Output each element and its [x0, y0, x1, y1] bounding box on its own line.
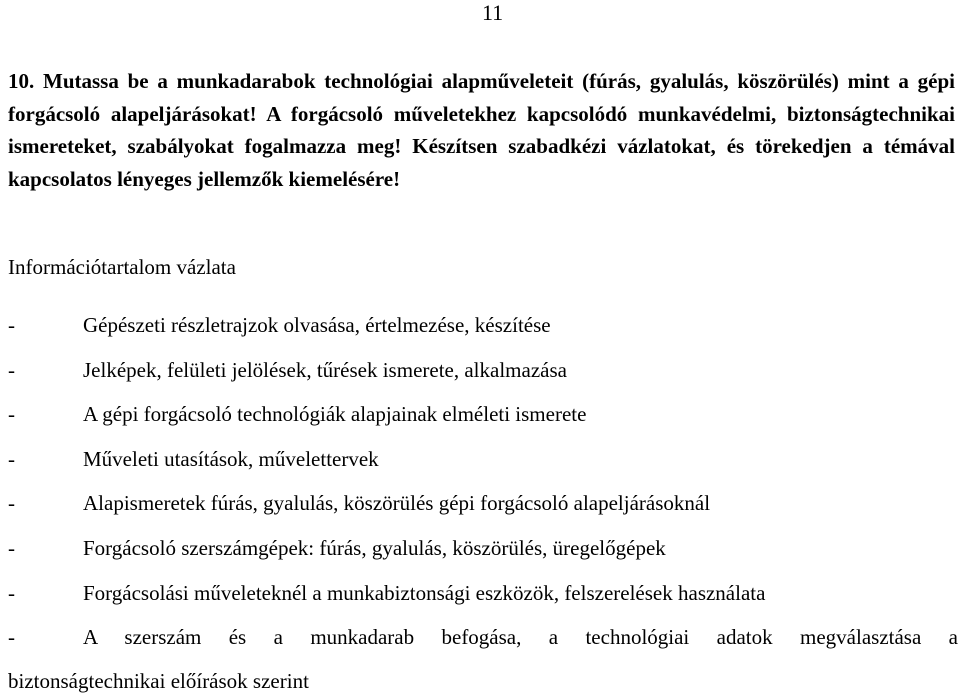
list-item [8, 488, 958, 533]
list-item [8, 533, 958, 578]
list-item-text: Műveleti utasítások, művelettervek [83, 446, 379, 471]
list-item [8, 310, 958, 355]
bullet-dash: - [8, 491, 15, 516]
bullet-dash: - [8, 446, 15, 471]
list-item-text: A gépi forgácsoló technológiák alapjainak elméleti ismerete [83, 402, 587, 427]
list-item-text: Forgácsolási műveleteknél a munkabiztonsági eszközök, felszerelések használata [83, 580, 766, 605]
list-item-text: Jelképek, felületi jelölések, tűrések ismerete, alkalmazása [83, 357, 567, 382]
bullet-dash: - [8, 402, 15, 427]
list-item [8, 622, 958, 696]
list-item [8, 355, 958, 400]
bullet-dash: - [8, 313, 15, 337]
list-item-text: Gépészeti részletrajzok olvasása, értelmezése, készítése [83, 313, 551, 337]
bullet-dash: - [8, 580, 15, 605]
section-title: Információtartalom vázlata [8, 255, 236, 279]
outline-list [8, 310, 958, 696]
list-item-text: Alapismeretek fúrás, gyalulás, köszörülés gépi forgácsoló alapeljárásoknál [83, 491, 711, 516]
list-item-continuation: biztonságtechnikai előírások szerint [8, 669, 309, 694]
list-item [8, 444, 958, 489]
bullet-dash: - [8, 625, 15, 650]
list-item-text: Forgácsoló szerszámgépek: fúrás, gyalulás, köszörülés, üregelőgépek [83, 535, 666, 560]
list-item [8, 578, 958, 623]
list-item [8, 399, 958, 444]
bullet-dash: - [8, 357, 15, 382]
page-number: 11 [482, 0, 504, 25]
task-description: 10. Mutassa be a munkadarabok technológiai alapműveleteit (fúrás, gyalulás, köszörülés) mint a gépi forgácsoló alapeljárásokat! A forgácsoló műveletekhez kapcsolódó munkavédelmi, biztonságtechnikai ismereteket, szabályokat fogalmazza meg! Készítsen szabadkézi vázlatokat, és törekedjen a témával kapcsolatos lényeges jellemzők kiemelésére! [8, 69, 955, 191]
bullet-dash: - [8, 535, 15, 560]
list-item-text: A szerszám és a munkadarab befogása, a technológiai adatok megválasztása a [83, 625, 958, 650]
